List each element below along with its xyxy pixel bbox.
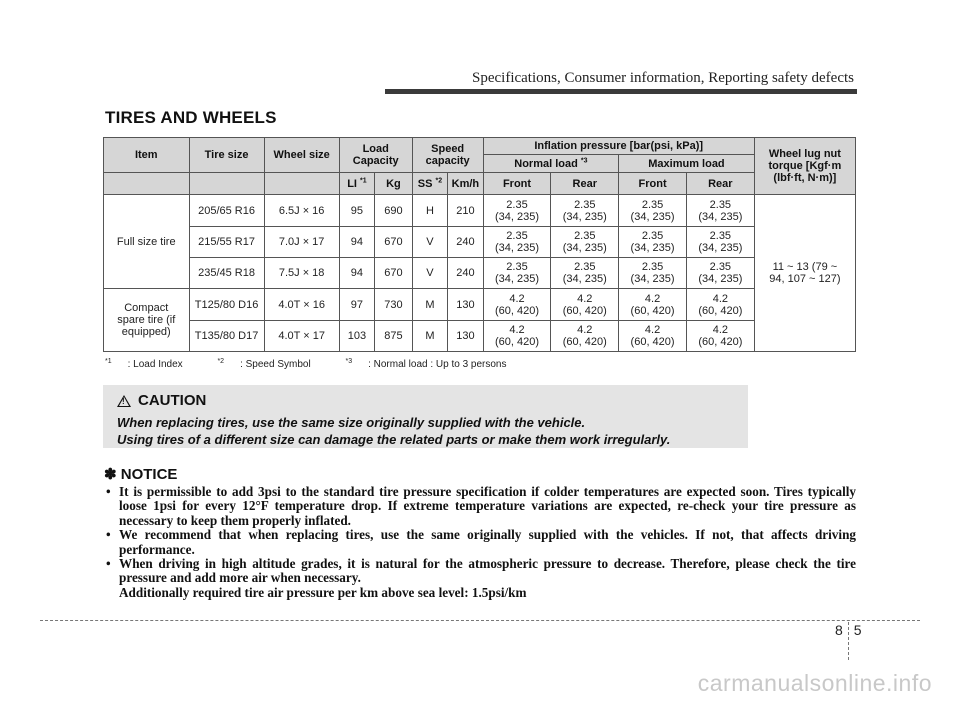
header-kmh: Km/h bbox=[448, 173, 483, 195]
group-compact-spare-tire: Compact spare tire (if equipped) bbox=[104, 289, 190, 352]
tire-size-cell: 215/55 R17 bbox=[189, 227, 264, 258]
footnote-load-index: $^{*1}$ : Load Index bbox=[105, 357, 183, 370]
header-item: Item bbox=[104, 138, 190, 173]
kmh-cell: 130 bbox=[448, 289, 483, 321]
caution-box bbox=[103, 385, 748, 448]
kg-cell: 670 bbox=[375, 227, 413, 258]
kg-cell: 690 bbox=[375, 195, 413, 227]
wheel-size-cell: 6.5J × 16 bbox=[264, 195, 339, 227]
table-row bbox=[104, 289, 856, 321]
header-max-rear: Rear bbox=[686, 173, 754, 195]
notice-list bbox=[104, 485, 856, 600]
notice-extra-line: Additionally required tire air pressure per km above sea level: 1.5psi/km bbox=[119, 584, 527, 600]
group-full-size-tire: Full size tire bbox=[104, 195, 190, 289]
kg-cell: 670 bbox=[375, 258, 413, 289]
header-inflation-pressure: Inflation pressure [bar(psi, kPa)] bbox=[483, 138, 754, 155]
header-title: Specifications, Consumer information, Reporting safety defects bbox=[472, 70, 854, 86]
caution-line-1: When replacing tires, use the same size originally supplied with the vehicle. bbox=[117, 415, 586, 430]
footnote-normal-load: $^{*3}$ : Normal load : Up to 3 persons bbox=[345, 357, 507, 370]
kg-cell: 875 bbox=[375, 321, 413, 352]
header-speed-capacity: Speed capacity bbox=[412, 138, 483, 173]
notice-item: • It is permissible to add 3psi to the standard tire pressure specification if colder temperatures are expected soon. Tires typically loose 1psi for every 12°F temperature drop. If extreme temperature variations are expected, re-check your tire pressure as necessary to keep them properly inflated. bbox=[104, 485, 856, 528]
pressure-cell: 2.35 (34, 235) bbox=[686, 195, 754, 227]
warning-triangle-icon bbox=[117, 395, 131, 407]
header-blank-tire bbox=[189, 173, 264, 195]
page-number-separator bbox=[848, 622, 849, 660]
pressure-cell: 2.35 (34, 235) bbox=[483, 258, 551, 289]
pressure-cell: 2.35 (34, 235) bbox=[619, 227, 687, 258]
pressure-cell: 4.2 (60, 420) bbox=[551, 321, 619, 352]
header-blank-wheel bbox=[264, 173, 339, 195]
li-cell: 97 bbox=[339, 289, 374, 321]
page-number-value: 5 bbox=[853, 622, 862, 638]
li-cell: 95 bbox=[339, 195, 374, 227]
ss-cell: H bbox=[412, 195, 447, 227]
header-wheel-lug-torque: Wheel lug nut torque [Kgf·m (lbf·ft, N·m)] bbox=[754, 138, 855, 195]
header-blank-item bbox=[104, 173, 190, 195]
pressure-cell: 2.35 (34, 235) bbox=[551, 195, 619, 227]
pressure-cell: 2.35 (34, 235) bbox=[619, 258, 687, 289]
header-load-capacity: Load Capacity bbox=[339, 138, 412, 173]
tire-spec-table bbox=[103, 137, 856, 352]
kg-cell: 730 bbox=[375, 289, 413, 321]
watermark: carmanualsonline.info bbox=[697, 670, 932, 696]
pressure-cell: 4.2 (60, 420) bbox=[686, 321, 754, 352]
header-kg: Kg bbox=[375, 173, 413, 195]
wheel-size-cell: 7.0J × 17 bbox=[264, 227, 339, 258]
header-tire-size: Tire size bbox=[189, 138, 264, 173]
pressure-cell: 4.2 (60, 420) bbox=[619, 289, 687, 321]
page-number bbox=[835, 622, 862, 660]
pressure-cell: 2.35 (34, 235) bbox=[686, 258, 754, 289]
header-normal-front: Front bbox=[483, 173, 551, 195]
pressure-cell: 4.2 (60, 420) bbox=[483, 289, 551, 321]
li-cell: 103 bbox=[339, 321, 374, 352]
tire-size-cell: T135/80 D17 bbox=[189, 321, 264, 352]
table-row bbox=[104, 258, 856, 289]
pressure-cell: 2.35 (34, 235) bbox=[686, 227, 754, 258]
tire-size-cell: 205/65 R16 bbox=[189, 195, 264, 227]
pressure-cell: 2.35 (34, 235) bbox=[483, 227, 551, 258]
li-cell: 94 bbox=[339, 227, 374, 258]
header-ss: SS $^{*2}$ bbox=[412, 173, 447, 195]
kmh-cell: 240 bbox=[448, 227, 483, 258]
header-normal-load: Normal load $^{*3}$ bbox=[483, 155, 619, 173]
notice-item: • We recommend that when replacing tires, use the same originally supplied with the vehicles. If not, that affects driving performance. bbox=[104, 528, 856, 557]
pressure-cell: 2.35 (34, 235) bbox=[483, 195, 551, 227]
pressure-cell: 4.2 (60, 420) bbox=[619, 321, 687, 352]
footer-rule bbox=[40, 620, 920, 621]
section-title: TIRES AND WHEELS bbox=[105, 108, 277, 127]
ss-cell: V bbox=[412, 227, 447, 258]
tire-size-cell: 235/45 R18 bbox=[189, 258, 264, 289]
kmh-cell: 130 bbox=[448, 321, 483, 352]
caution-header bbox=[117, 392, 206, 409]
notice-title: ✽ NOTICE bbox=[104, 466, 178, 483]
header-max-front: Front bbox=[619, 173, 687, 195]
header-normal-rear: Rear bbox=[551, 173, 619, 195]
pressure-cell: 4.2 (60, 420) bbox=[551, 289, 619, 321]
notice-item: • When driving in high altitude grades, it is natural for the atmospheric pressure to decrease. Therefore, please check the tire pressure and add more air when necessary. Additionally required tire air pressure per km above sea level: 1.5psi/km bbox=[104, 557, 856, 600]
header-wheel-size: Wheel size bbox=[264, 138, 339, 173]
table-footnotes bbox=[105, 359, 539, 370]
caution-line-2: Using tires of a different size can damage the related parts or make them work irregularly. bbox=[117, 432, 671, 447]
table-row bbox=[104, 321, 856, 352]
header-maximum-load: Maximum load bbox=[619, 155, 755, 173]
ss-cell: M bbox=[412, 321, 447, 352]
footnote-speed-symbol: $^{*2}$ : Speed Symbol bbox=[217, 357, 311, 370]
kmh-cell: 240 bbox=[448, 258, 483, 289]
kmh-cell: 210 bbox=[448, 195, 483, 227]
pressure-cell: 4.2 (60, 420) bbox=[483, 321, 551, 352]
wheel-size-cell: 4.0T × 17 bbox=[264, 321, 339, 352]
ss-cell: V bbox=[412, 258, 447, 289]
caution-title: CAUTION bbox=[138, 392, 207, 409]
pressure-cell: 2.35 (34, 235) bbox=[551, 258, 619, 289]
table-row bbox=[104, 227, 856, 258]
wheel-size-cell: 7.5J × 18 bbox=[264, 258, 339, 289]
pressure-cell: 2.35 (34, 235) bbox=[551, 227, 619, 258]
ss-cell: M bbox=[412, 289, 447, 321]
pressure-cell: 2.35 (34, 235) bbox=[619, 195, 687, 227]
tire-size-cell: T125/80 D16 bbox=[189, 289, 264, 321]
table-row bbox=[104, 195, 856, 227]
wheel-size-cell: 4.0T × 16 bbox=[264, 289, 339, 321]
pressure-cell: 4.2 (60, 420) bbox=[686, 289, 754, 321]
li-cell: 94 bbox=[339, 258, 374, 289]
header-rule bbox=[385, 89, 857, 94]
header-li: LI $^{*1}$ bbox=[339, 173, 374, 195]
lug-torque-value: 11 ~ 13 (79 ~ 94, 107 ~ 127) bbox=[754, 195, 855, 352]
chapter-number: 8 bbox=[835, 622, 843, 638]
